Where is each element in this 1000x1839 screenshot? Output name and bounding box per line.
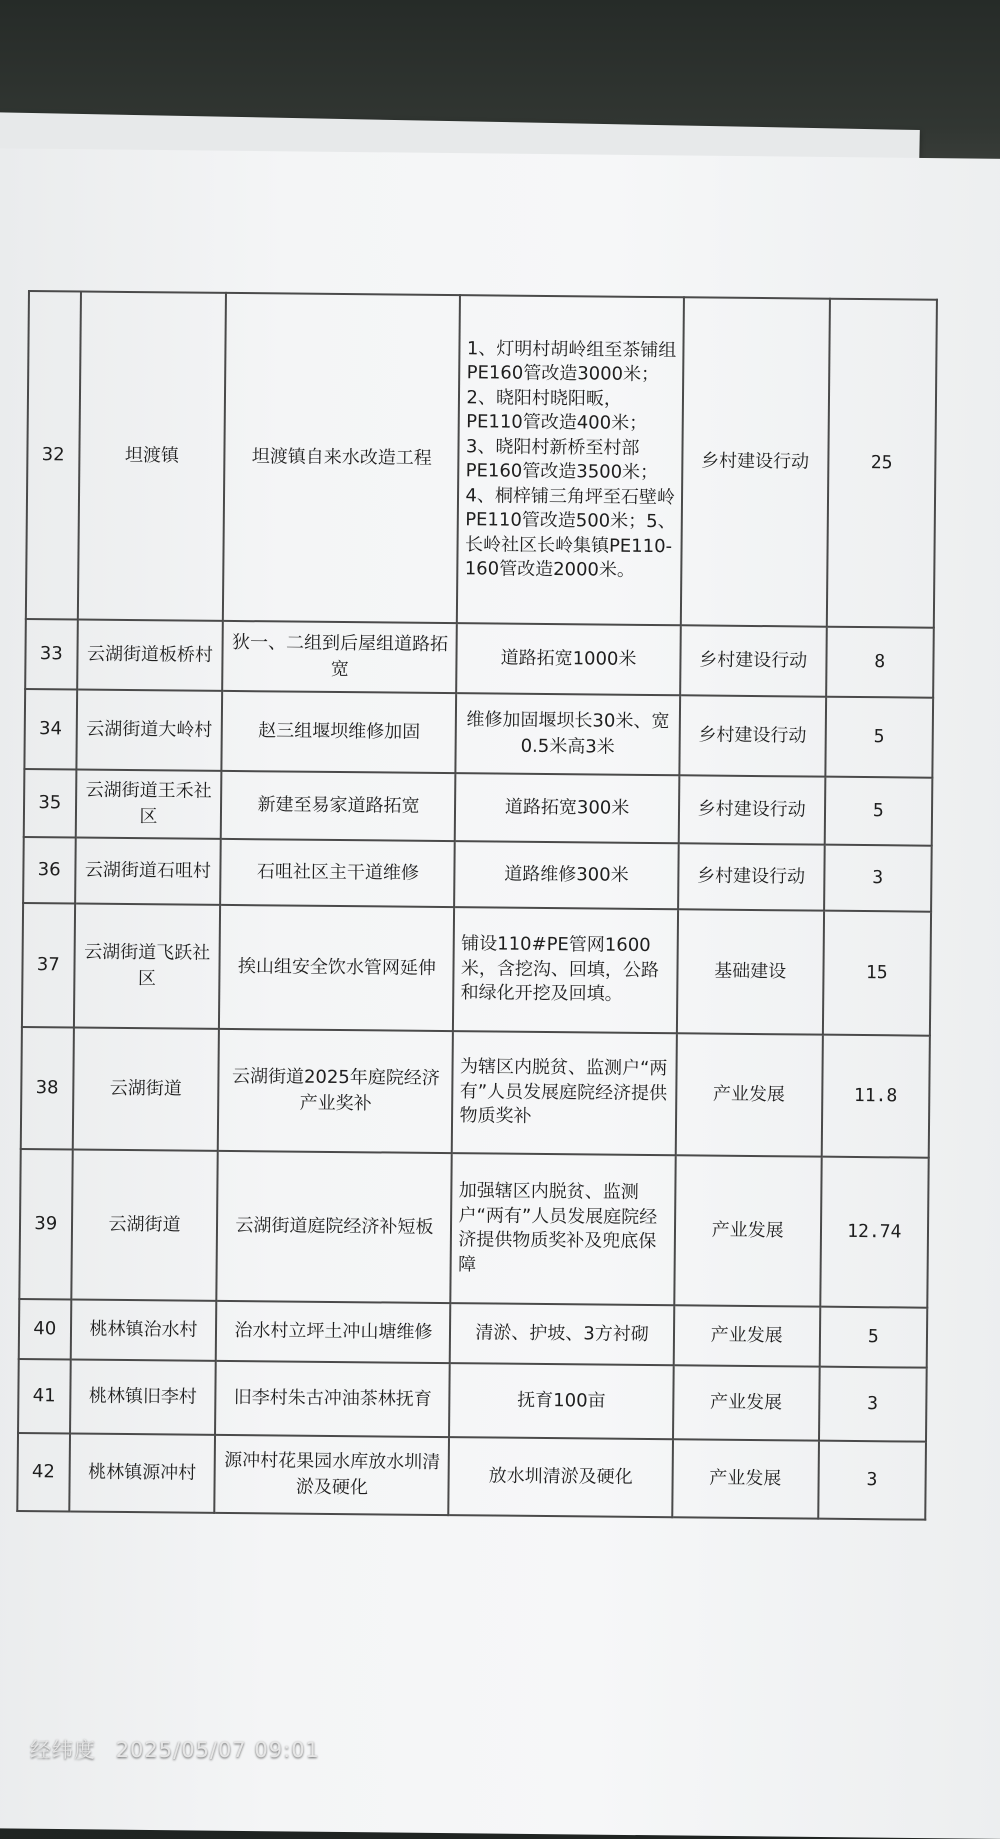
construction-content-cell: 清淤、护坡、3方衬砌 (450, 1303, 674, 1365)
table-row (19, 1149, 928, 1308)
project-name-cell: 坦渡镇自来水改造工程 (223, 293, 460, 623)
amount-cell: 3 (819, 1367, 927, 1442)
construction-content-cell: 道路拓宽300米 (455, 773, 679, 843)
project-name-cell: 治水村立坪土冲山塘维修 (216, 1301, 451, 1363)
category-cell: 产业发展 (673, 1305, 820, 1366)
unit-cell: 云湖街道板桥村 (77, 619, 224, 690)
row-number: 37 (22, 903, 75, 1027)
construction-content-cell: 抚育100亩 (449, 1363, 673, 1439)
category-cell: 产业发展 (672, 1439, 819, 1518)
project-name-cell: 挨山组安全饮水管网延伸 (219, 905, 454, 1031)
unit-cell: 云湖街道大岭村 (76, 689, 223, 770)
unit-cell: 云湖街道飞跃社区 (73, 903, 220, 1028)
table-row (23, 837, 932, 912)
category-cell: 乡村建设行动 (680, 625, 827, 696)
table-row (26, 291, 937, 628)
row-number: 33 (25, 619, 77, 689)
project-name-cell: 云湖街道2025年庭院经济产业奖补 (218, 1029, 453, 1153)
project-name-cell: 石咀社区主干道维修 (221, 839, 456, 907)
category-cell: 产业发展 (674, 1155, 821, 1306)
project-name-cell: 源冲村花果园水库放水圳清淤及硬化 (215, 1435, 450, 1515)
amount-cell: 5 (819, 1307, 927, 1368)
construction-content-cell: 铺设110#PE管网1600米，含挖沟、回填，公路和绿化开挖及回填。 (453, 907, 677, 1033)
unit-cell: 云湖街道 (72, 1027, 219, 1150)
unit-cell: 桃林镇旧李村 (70, 1359, 217, 1434)
unit-cell: 云湖街道 (71, 1149, 218, 1300)
project-name-cell: 狄一、二组到后屋组道路拓宽 (223, 621, 458, 693)
construction-content-cell: 放水圳清淤及硬化 (449, 1437, 673, 1517)
row-number: 38 (21, 1027, 74, 1149)
table-row (22, 903, 931, 1036)
watermark-label: 经纬度 (30, 1738, 96, 1762)
table-row (21, 1027, 930, 1158)
unit-cell: 桃林镇源冲村 (69, 1433, 216, 1512)
amount-cell: 15 (823, 911, 932, 1036)
construction-content-cell: 为辖区内脱贫、监测户“两有”人员发展庭院经济提供物质奖补 (452, 1031, 676, 1155)
row-number: 34 (24, 689, 76, 769)
amount-cell: 8 (826, 627, 934, 698)
category-cell: 乡村建设行动 (678, 775, 825, 844)
table-row (24, 689, 933, 778)
row-number: 41 (18, 1359, 70, 1433)
category-cell: 基础建设 (677, 909, 824, 1034)
row-number: 40 (19, 1299, 71, 1359)
table-row (19, 1299, 928, 1368)
table-row (25, 619, 934, 698)
unit-cell: 坦渡镇 (77, 292, 226, 621)
watermark-datetime: 2025/05/07 09:01 (115, 1738, 320, 1762)
category-cell: 乡村建设行动 (678, 843, 825, 910)
construction-content-cell: 道路维修300米 (455, 841, 679, 909)
row-number: 32 (26, 291, 81, 619)
unit-cell: 桃林镇治水村 (70, 1299, 217, 1360)
construction-content-cell: 道路拓宽1000米 (457, 623, 681, 695)
row-number: 39 (19, 1149, 72, 1299)
category-cell: 乡村建设行动 (679, 695, 826, 776)
amount-cell: 11.8 (821, 1035, 930, 1158)
amount-cell: 5 (825, 697, 933, 778)
amount-cell: 3 (818, 1441, 926, 1520)
category-cell: 产业发展 (675, 1033, 822, 1156)
row-number: 36 (23, 837, 75, 903)
amount-cell: 25 (826, 299, 937, 628)
unit-cell: 云湖街道石咀村 (75, 837, 222, 904)
project-name-cell: 赵三组堰坝维修加固 (222, 691, 457, 773)
construction-content-cell: 1、灯明村胡岭组至茶铺组PE160管改造3000米；2、晓阳村晓阳畈，PE110管改造400米； 3、晓阳村新桥至村部PE160管改造3500米； 4、桐梓铺三角坪至石壁岭PE110管改造500米；5、长岭社区长岭集镇PE110-160管改造2000米。 (457, 295, 683, 625)
construction-content-cell: 维修加固堰坝长30米、宽0.5米高3米 (456, 693, 680, 775)
project-name-cell: 新建至易家道路拓宽 (221, 771, 456, 841)
unit-cell: 云湖街道王禾社区 (75, 769, 222, 838)
table-row (17, 1433, 926, 1520)
project-name-cell: 云湖街道庭院经济补短板 (217, 1151, 452, 1303)
amount-cell: 3 (824, 845, 932, 912)
category-cell: 乡村建设行动 (680, 297, 829, 626)
row-number: 42 (17, 1433, 69, 1511)
project-table-wrapper (16, 290, 938, 1521)
project-table (16, 290, 938, 1521)
construction-content-cell: 加强辖区内脱贫、监测户“两有”人员发展庭院经济提供物质奖补及兜底保障 (451, 1153, 676, 1305)
table-row (24, 769, 933, 846)
amount-cell: 12.74 (820, 1157, 929, 1308)
table-row (18, 1359, 927, 1442)
photo-watermark (30, 1734, 332, 1764)
row-number: 35 (24, 769, 76, 837)
category-cell: 产业发展 (673, 1365, 820, 1440)
project-name-cell: 旧李村朱古冲油茶林抚育 (215, 1361, 450, 1437)
amount-cell: 5 (824, 777, 932, 846)
